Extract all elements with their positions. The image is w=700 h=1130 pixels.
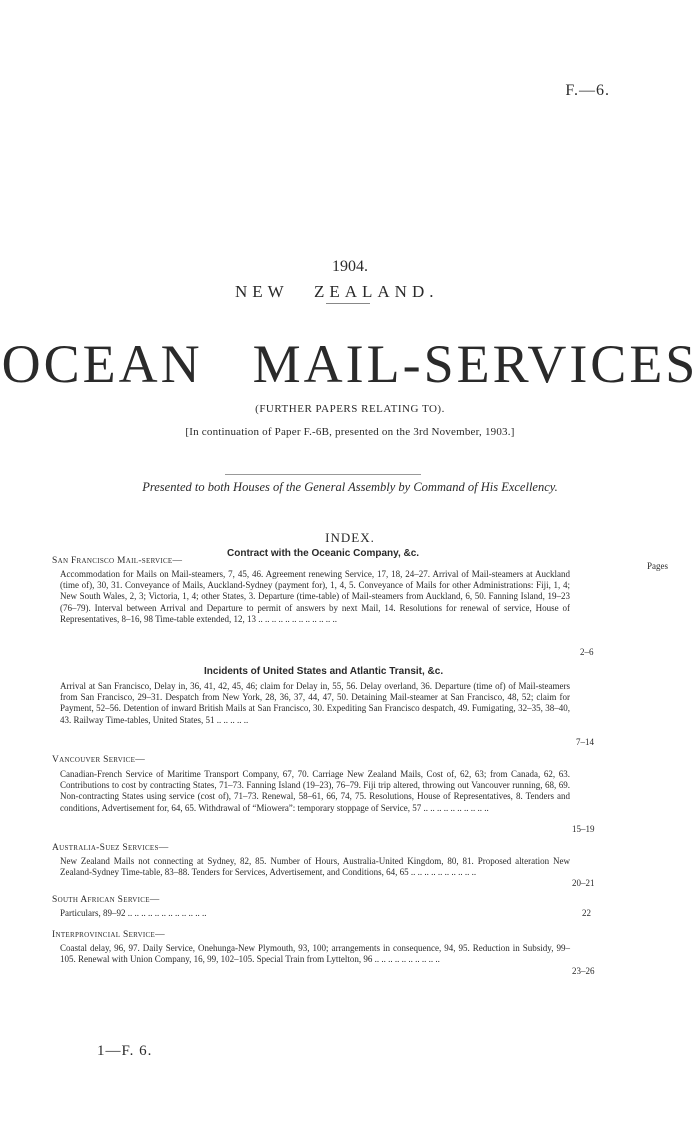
- signature-mark: 1—F. 6.: [97, 1043, 153, 1059]
- paper-code: F.—6.: [565, 82, 610, 99]
- index-entry-australia-suez: New Zealand Mails not connecting at Sydney, 82, 85. Number of Hours, Australia-United Kingdom, 80, 81. Proposed alteration New Zealand-Sydney Time-table, 83–88. Tenders for Services, Advertisement, and Conditions, 64, 65 .. .. .. .. .. .. .. .. .. ..: [60, 856, 570, 878]
- contract-subheading: Contract with the Oceanic Company, &c.: [227, 548, 420, 559]
- page-ref: 23–26: [572, 966, 595, 976]
- divider: [326, 303, 370, 304]
- index-entry-san-francisco-contract: Accommodation for Mails on Mail-steamers, 7, 45, 46. Agreement renewing Service, 17, 18, 24–27. Arrival of Mail-steamers at Auckland (time of), 30, 31. Conveyance of Mails, Auckland-Sydney (payment for), 1, 4, 5. Conveyance of Mails for other Administrations: Fiji, 1, 4; New South Wales, 2, 3; Victoria, 1, 4; other States, 3. Departure (time-table) of Mail-steamers from Auckland, 6, 50. Fanning Island, 19–23 (76–79). Interval between Arrival and Departure to permit of answers by next Mail, 14. Resolutions for renewal of service, House of Representatives, 8–16, 98 Time-table extended, 12, 13 .. .. .. .. .. .. .. .. .. .. .. ..: [60, 569, 570, 624]
- document-title: [0, 333, 700, 395]
- divider: [225, 474, 421, 475]
- page-ref: 20–21: [572, 878, 595, 888]
- section-heading-san-francisco: San Francisco Mail-service—: [52, 556, 183, 566]
- presented-line: Presented to both Houses of the General Assembly by Command of His Excellency.: [142, 480, 558, 494]
- page-ref: 15–19: [572, 824, 595, 834]
- country-word-2: ZEALAND.: [313, 282, 439, 301]
- section-heading-interprovincial: Interprovincial Service—: [52, 930, 165, 940]
- pages-label: Pages: [647, 561, 668, 571]
- year: 1904.: [332, 258, 368, 275]
- index-entry-vancouver: Canadian-French Service of Maritime Transport Company, 67, 70. Carriage New Zealand Mails, Cost of, 62, 63; from Canada, 62, 63. Contributions to cost by contracting States, 71–73. Fanning Island (19–23), 76–79. Fiji trip altered, throwing out Vancouver running, 68, 69. Non-contracting States using service (cost of), 71–73. Renewal, 58–61, 66, 74, 75. Resolutions, House of Representatives, 8. Tenders and conditions, Advertisement for, 64, 65. Withdrawal of “Miowera”: temporary stoppage of Service, 57 .. .. .. .. .. .. .. .. .. ..: [60, 769, 570, 813]
- country-word-1: NEW: [235, 282, 289, 301]
- section-heading-vancouver: Vancouver Service—: [52, 755, 146, 765]
- page-ref: 2–6: [580, 647, 594, 657]
- page-ref: 7–14: [576, 737, 594, 747]
- page-ref: 22: [582, 908, 591, 918]
- index-entry-san-francisco-incidents: Arrival at San Francisco, Delay in, 36, 41, 42, 45, 46; claim for Delay in, 55, 56. Delay overland, 36. Departure (time of) of Mail-steamers from San Francisco, 29–31. Despatch from New York, 28, 36, 37, 44, 47, 50. Detaining Mail-steamer at San Francisco, 48, 52; claim for Payment, 52–56. Detention of inward British Mails at San Francisco, 30. Expediting San Francisco despatch, 49. Fumigating, 32–35, 38–40, 43. Railway Time-tables, United States, 51 .. .. .. .. ..: [60, 681, 570, 725]
- title-word-1: OCEAN: [1, 334, 203, 394]
- document-subtitle: (FURTHER PAPERS RELATING TO).: [255, 403, 445, 415]
- section-heading-south-african: South African Service—: [52, 895, 160, 905]
- index-heading: INDEX.: [325, 530, 375, 545]
- country-heading: [235, 282, 438, 302]
- index-entry-south-african: Particulars, 89–92 .. .. .. .. .. .. .. .. .. .. .. ..: [60, 908, 207, 918]
- continuation-note: [In continuation of Paper F.-6B, presented on the 3rd November, 1903.]: [185, 426, 515, 438]
- title-word-2: MAIL-SERVICES: [252, 334, 699, 394]
- index-entry-interprovincial: Coastal delay, 96, 97. Daily Service, Onehunga-New Plymouth, 93, 100; arrangements in consequence, 94, 95. Reduction in Subsidy, 99–105. Renewal with Union Company, 16, 99, 102–105. Special Train from Lyttelton, 96 .. .. .. .. .. .. .. .. .. ..: [60, 943, 570, 965]
- section-heading-australia-suez: Australia-Suez Services—: [52, 843, 169, 853]
- incidents-subheading: Incidents of United States and Atlantic Transit, &c.: [204, 666, 444, 677]
